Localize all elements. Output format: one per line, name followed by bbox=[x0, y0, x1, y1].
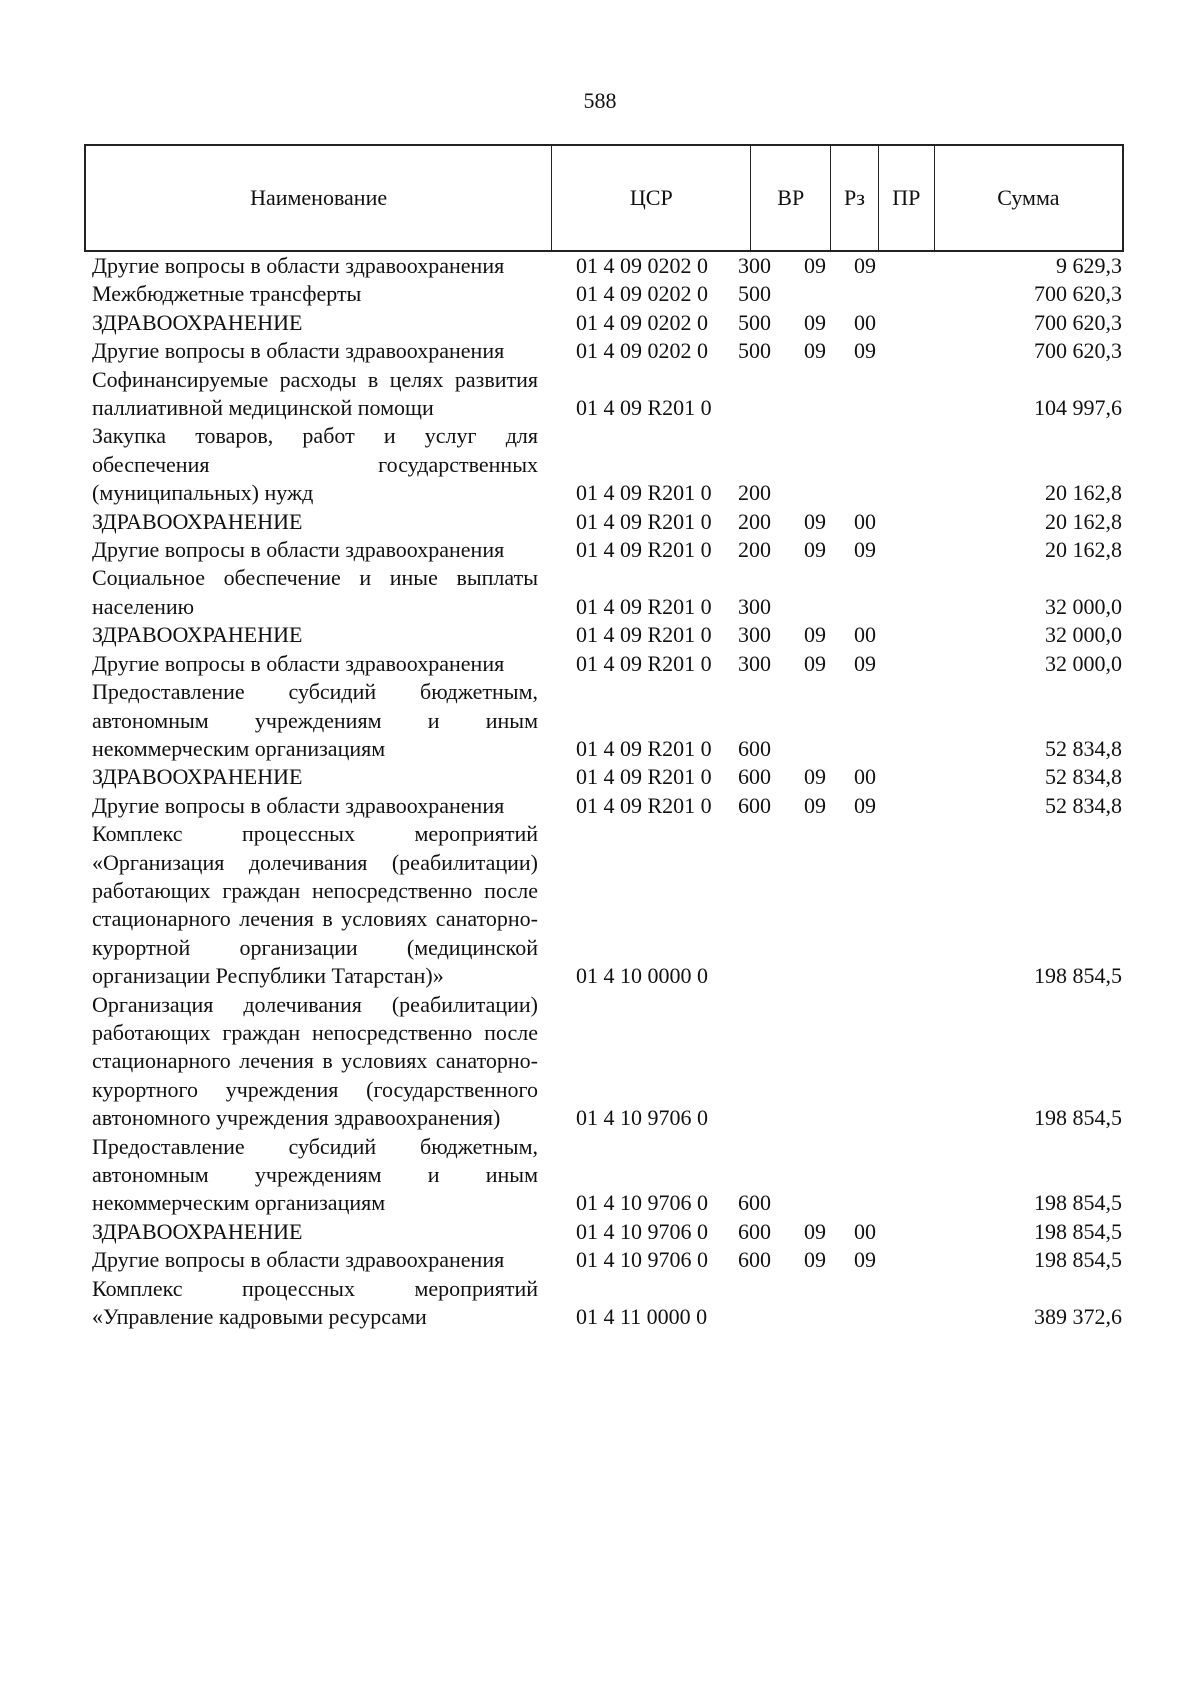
row-pr: 09 bbox=[854, 253, 876, 278]
row-sum: 198 854,5 bbox=[1034, 1105, 1122, 1131]
row-csr: 01 4 10 9706 0 bbox=[576, 1247, 708, 1273]
row-sum: 52 834,8 bbox=[1045, 764, 1122, 790]
row-sum: 52 834,8 bbox=[1045, 792, 1122, 818]
row-vr: 500 bbox=[738, 338, 771, 364]
row-name: ЗДРАВООХРАНЕНИЕ bbox=[92, 1218, 303, 1244]
row-sum: 52 834,8 bbox=[1045, 735, 1122, 761]
table-row bbox=[92, 252, 1122, 280]
row-vr: 300 bbox=[738, 650, 771, 676]
table-row bbox=[92, 564, 1122, 621]
row-rz: 09 bbox=[804, 650, 826, 676]
row-pr: 00 bbox=[854, 309, 876, 335]
table-row bbox=[92, 621, 1122, 649]
row-name: Социальное обеспечение и иные выплаты населению bbox=[92, 565, 538, 619]
table-header bbox=[84, 144, 1124, 252]
table-row bbox=[92, 1246, 1122, 1274]
row-rz: 09 bbox=[804, 537, 826, 563]
page-number: 588 bbox=[583, 88, 617, 113]
row-name: Комплекс процессных мероприятий «Организация долечивания (реабилитации) работающих граждан непосредственно после стационарного лечения в условиях санаторно-курортной организации (медицинской организации Республики Татарстан)» bbox=[92, 821, 538, 989]
row-rz: 09 bbox=[804, 764, 826, 790]
row-sum: 9 629,3 bbox=[1056, 253, 1122, 278]
row-sum: 389 372,6 bbox=[1034, 1304, 1122, 1330]
row-vr: 300 bbox=[738, 253, 771, 278]
row-vr: 600 bbox=[738, 1218, 771, 1244]
row-rz: 09 bbox=[804, 622, 826, 648]
row-name: Софинансируемые расходы в целях развития паллиативной медицинской помощи bbox=[92, 366, 538, 421]
row-rz: 09 bbox=[804, 253, 826, 278]
row-sum: 32 000,0 bbox=[1045, 622, 1122, 648]
row-csr: 01 4 09 R201 0 bbox=[576, 650, 712, 676]
row-csr: 01 4 09 0202 0 bbox=[576, 338, 708, 364]
row-sum: 700 620,3 bbox=[1034, 309, 1122, 335]
row-name: ЗДРАВООХРАНЕНИЕ bbox=[92, 622, 303, 648]
row-vr: 600 bbox=[738, 792, 771, 818]
row-pr: 00 bbox=[854, 508, 876, 534]
row-sum: 32 000,0 bbox=[1045, 593, 1122, 619]
row-name: Другие вопросы в области здравоохранения bbox=[92, 537, 505, 563]
table-row bbox=[92, 337, 1122, 365]
row-vr: 600 bbox=[738, 1190, 771, 1216]
row-vr: 200 bbox=[738, 537, 771, 563]
row-vr: 500 bbox=[738, 309, 771, 335]
row-rz: 09 bbox=[804, 1247, 826, 1273]
row-sum: 32 000,0 bbox=[1045, 650, 1122, 676]
header-rz: Рз bbox=[831, 146, 879, 250]
header-pr: ПР bbox=[879, 146, 935, 250]
table-row bbox=[92, 422, 1122, 507]
row-pr: 09 bbox=[854, 338, 876, 364]
row-csr: 01 4 10 9706 0 bbox=[576, 1218, 708, 1244]
row-vr: 300 bbox=[738, 622, 771, 648]
row-sum: 700 620,3 bbox=[1034, 281, 1122, 307]
row-vr: 600 bbox=[738, 1247, 771, 1273]
row-name: Закупка товаров, работ и услуг для обеспечения государственных (муниципальных) нужд bbox=[92, 423, 538, 506]
row-csr: 01 4 10 0000 0 bbox=[576, 963, 708, 989]
header-vr: ВР bbox=[751, 146, 831, 250]
table-row bbox=[92, 678, 1122, 763]
row-csr: 01 4 09 R201 0 bbox=[576, 395, 712, 421]
row-vr: 500 bbox=[738, 281, 771, 307]
table-row bbox=[92, 991, 1122, 1133]
table-row bbox=[92, 1218, 1122, 1246]
row-vr: 600 bbox=[738, 735, 771, 761]
table-row bbox=[92, 508, 1122, 536]
row-csr: 01 4 10 9706 0 bbox=[576, 1190, 708, 1216]
row-sum: 198 854,5 bbox=[1034, 1190, 1122, 1216]
row-vr: 300 bbox=[738, 593, 771, 619]
row-sum: 20 162,8 bbox=[1045, 508, 1122, 534]
row-rz: 09 bbox=[804, 309, 826, 335]
row-name: Другие вопросы в области здравоохранения bbox=[92, 253, 505, 278]
row-vr: 200 bbox=[738, 480, 771, 506]
row-csr: 01 4 09 0202 0 bbox=[576, 281, 708, 307]
row-pr: 09 bbox=[854, 1247, 876, 1273]
row-csr: 01 4 09 R201 0 bbox=[576, 792, 712, 818]
row-csr: 01 4 09 R201 0 bbox=[576, 764, 712, 790]
row-name: ЗДРАВООХРАНЕНИЕ bbox=[92, 508, 303, 534]
row-sum: 700 620,3 bbox=[1034, 338, 1122, 364]
table-row bbox=[92, 309, 1122, 337]
row-name: Предоставление субсидий бюджетным, автономным учреждениям и иным некоммерческим организациям bbox=[92, 679, 538, 761]
row-rz: 09 bbox=[804, 508, 826, 534]
row-csr: 01 4 11 0000 0 bbox=[576, 1304, 708, 1330]
row-rz: 09 bbox=[804, 792, 826, 818]
row-pr: 00 bbox=[854, 764, 876, 790]
row-pr: 09 bbox=[854, 792, 876, 818]
row-csr: 01 4 09 R201 0 bbox=[576, 537, 712, 563]
table-row bbox=[92, 366, 1122, 423]
row-vr: 600 bbox=[738, 764, 771, 790]
row-csr: 01 4 09 R201 0 bbox=[576, 480, 712, 506]
row-pr: 00 bbox=[854, 1218, 876, 1244]
table-row bbox=[92, 280, 1122, 308]
row-sum: 104 997,6 bbox=[1034, 395, 1122, 421]
row-name: Другие вопросы в области здравоохранения bbox=[92, 338, 505, 364]
row-name: Предоставление субсидий бюджетным, автономным учреждениям и иным некоммерческим организациям bbox=[92, 1133, 538, 1216]
row-csr: 01 4 09 R201 0 bbox=[576, 593, 712, 619]
row-csr: 01 4 09 R201 0 bbox=[576, 735, 712, 761]
row-pr: 09 bbox=[854, 650, 876, 676]
row-name: Организация долечивания (реабилитации) работающих граждан непосредственно после стационарного лечения в условиях санаторно-курортного учреждения (государственного автономного учреждения здравоохранения) bbox=[92, 991, 538, 1131]
row-sum: 198 854,5 bbox=[1034, 963, 1122, 989]
row-name: Комплекс процессных мероприятий «Управление кадровыми ресурсами bbox=[92, 1275, 538, 1330]
row-sum: 198 854,5 bbox=[1034, 1218, 1122, 1244]
table-row bbox=[92, 536, 1122, 564]
table-row bbox=[92, 820, 1122, 990]
row-name: Межбюджетные трансферты bbox=[92, 281, 362, 307]
table-row bbox=[92, 763, 1122, 791]
row-pr: 00 bbox=[854, 622, 876, 648]
row-pr: 09 bbox=[854, 537, 876, 563]
row-name: Другие вопросы в области здравоохранения bbox=[92, 792, 505, 818]
row-name: ЗДРАВООХРАНЕНИЕ bbox=[92, 764, 303, 790]
row-sum: 20 162,8 bbox=[1045, 537, 1122, 563]
row-csr: 01 4 10 9706 0 bbox=[576, 1105, 708, 1131]
row-vr: 200 bbox=[738, 508, 771, 534]
table-row bbox=[92, 792, 1122, 820]
row-csr: 01 4 09 0202 0 bbox=[576, 309, 708, 335]
table-row bbox=[92, 650, 1122, 678]
row-sum: 20 162,8 bbox=[1045, 480, 1122, 506]
header-sum: Сумма bbox=[997, 185, 1060, 210]
table-row bbox=[92, 1275, 1122, 1332]
row-rz: 09 bbox=[804, 338, 826, 364]
row-sum: 198 854,5 bbox=[1034, 1247, 1122, 1273]
row-csr: 01 4 09 R201 0 bbox=[576, 622, 712, 648]
header-name: Наименование bbox=[86, 146, 552, 250]
row-rz: 09 bbox=[804, 1218, 826, 1244]
row-name: Другие вопросы в области здравоохранения bbox=[92, 650, 505, 676]
row-csr: 01 4 09 0202 0 bbox=[576, 253, 708, 278]
row-csr: 01 4 09 R201 0 bbox=[576, 508, 712, 534]
header-csr: ЦСР bbox=[552, 146, 751, 250]
table-row bbox=[92, 1133, 1122, 1218]
row-name: Другие вопросы в области здравоохранения bbox=[92, 1247, 505, 1273]
table-body bbox=[92, 252, 1122, 1331]
row-name: ЗДРАВООХРАНЕНИЕ bbox=[92, 309, 303, 335]
